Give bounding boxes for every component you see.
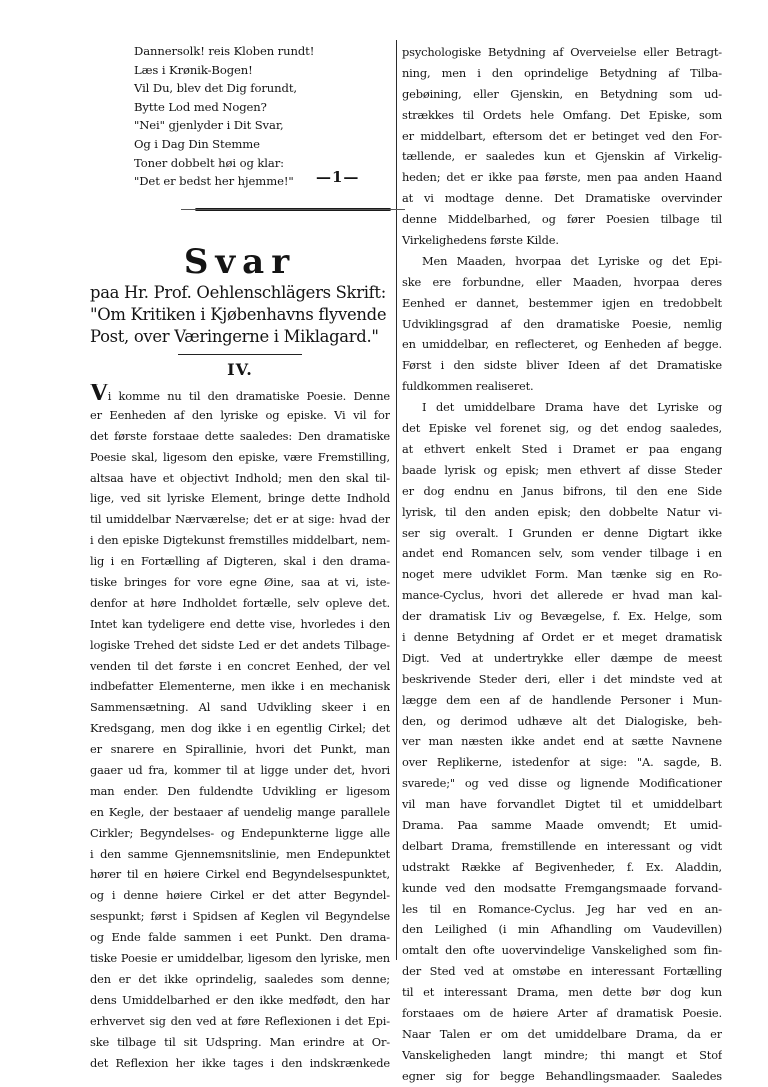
text-line: lig i en Fortælling af Digteren, skal i den drama- — [90, 554, 390, 569]
text-line: der Sted ved at omstøbe en interessant Fortælling — [402, 964, 722, 979]
text-line: gebøining, eller Gjenskin, en Betydning som ud- — [402, 86, 722, 101]
text-line: les til en Romance-Cyclus. Jeg har ved en an- — [402, 901, 722, 916]
text-line: delbart Drama, fremstillende en interessant og vidt — [402, 838, 722, 853]
text-line: over Replikerne, istedenfor at sige: "A. sagde, B. — [402, 755, 722, 770]
text-line: denfor at høre Indholdet fortælle, selv opleve det. — [90, 595, 390, 610]
text-line: logiske Trehed det sidste Led er det andets Tilbage- — [90, 637, 390, 652]
text-line: vil man have forvandlet Digtet til et umiddelbart — [402, 797, 722, 812]
poem-line: "Det er bedst her hjemme!" — [134, 174, 294, 189]
text-line: den, og derimod udhæve alt det Dialogiske, beh- — [402, 713, 722, 728]
text-line: baade lyrisk og episk; men ethvert af disse Steder — [402, 462, 722, 477]
text-line: sespunkt; først i Spidsen af Keglen vil Begyndelse — [90, 909, 390, 924]
text-line: det Reflexion her ikke tages i den indskrænkede — [90, 1055, 390, 1070]
text-line: strækkes til Ordets hele Omfang. Det Episke, som — [402, 107, 722, 122]
text-line: tiske bringes for vore egne Øine, saa at vi, iste- — [90, 575, 390, 590]
text-line: mance-Cyclus, hvori det allerede er hvad man kal- — [402, 588, 722, 603]
text-line: Udviklingsgrad af den dramatiske Poesie, nemlig — [402, 316, 722, 331]
text-line: ning, men i den oprindelige Betydning af Tilba- — [402, 65, 722, 80]
text-line: Eenhed er dannet, bestemmer igjen en tredobbelt — [402, 295, 722, 310]
column-divider — [396, 40, 397, 960]
poem-line: "Nei" gjenlyder i Dit Svar, — [134, 118, 284, 133]
text-line — [90, 384, 390, 405]
text-line: den er det ikke oprindelig, saaledes som denne; — [90, 971, 390, 986]
text-line: til umiddelbar Nærværelse; det er at sige: hvad der — [90, 512, 390, 527]
poem-line: Vil Du, blev det Dig forundt, — [134, 81, 297, 96]
subtitle-line: "Om Kritiken i Kjøbenhavns flyvende — [90, 305, 387, 324]
right-column — [402, 42, 722, 1087]
text-line: altsaa have et objectivt Indhold; men den skal til- — [90, 470, 390, 485]
page-number: —1— — [316, 168, 360, 186]
text-line: er middelbart, eftersom det er betinget ved den For- — [402, 128, 722, 143]
text-line: Intet kan tydeligere end dette vise, hvorledes i den — [90, 616, 390, 631]
text-line: det første forstaae dette saaledes: Den dramatiske — [90, 428, 390, 443]
drop-cap: V — [90, 384, 108, 405]
text-line: Poesie skal, ligesom den episke, være Fremstilling, — [90, 449, 390, 464]
text-line: lægge dem een af de handlende Personer i Mun- — [402, 692, 722, 707]
text-line: dens Umiddelbarhed er den ikke medfødt, den har — [90, 992, 390, 1007]
text-line: Virkelighedens første Kilde. — [402, 233, 559, 248]
text-line: at ethvert enkelt Sted i Dramet er paa engang — [402, 441, 722, 456]
text-line: ske ere forbundne, eller Maaden, hvorpaa deres — [402, 274, 722, 289]
text-line: indbefatter Elementerne, men ikke i en mechanisk — [90, 679, 390, 694]
text-line: den Leilighed (i min Afhandling om Vaudevillen) — [402, 922, 722, 937]
text-line: Først i den sidste bliver Ideen af det Dramatiske — [402, 358, 722, 373]
text-line: noget mere udviklet Form. Man tænke sig en Ro- — [402, 567, 722, 582]
text-line: venden til det første i en concret Eenhed, der vel — [90, 658, 390, 673]
text-line: tiske Poesie er umiddelbar, ligesom den lyriske, men — [90, 951, 390, 966]
text-line: til et interessant Drama, men dette bør dog kun — [402, 985, 722, 1000]
text-line: Naar Talen er om det umiddelbare Drama, da er — [402, 1026, 722, 1041]
first-line-text: i komme nu til den dramatiske Poesie. Denne — [107, 389, 390, 403]
text-line: ver man næsten ikke andet end at sætte Navnene — [402, 734, 722, 749]
text-line: Sammensætning. Al sand Udvikling skeer i en — [90, 700, 390, 715]
text-line: omtalt den ofte uovervindelige Vanskelighed som fin- — [402, 943, 722, 958]
section-rule — [178, 354, 302, 355]
text-line: der dramatisk Liv og Bevægelse, f. Ex. Helge, som — [402, 609, 722, 624]
text-line: kunde ved den modsatte Fremgangsmaade forvand- — [402, 880, 722, 895]
text-line: tællende, er saaledes kun et Gjenskin af Virkelig- — [402, 149, 722, 164]
text-line: en Kegle, der bestaaer af uendelig mange parallele — [90, 804, 390, 819]
text-line: denne Middelbarhed, og fører Poesien tilbage til — [402, 212, 722, 227]
subtitle-line: Post, over Væringerne i Miklagard." — [90, 327, 379, 346]
text-line: udstrakt Række af Begivenheder, f. Ex. Aladdin, — [402, 859, 722, 874]
text-line: er Eenheden af den lyriske og episke. Vi vil for — [90, 407, 390, 422]
text-line: I det umiddelbare Drama have det Lyriske og — [422, 400, 722, 415]
text-line: det Episke vel forenet sig, og det endog saaledes, — [402, 421, 722, 436]
text-line: erhvervet sig den ved at føre Reflexionen i det Epi- — [90, 1013, 390, 1028]
text-line: egner sig for begge Behandlingsmaader. Saaledes — [402, 1068, 722, 1083]
text-line: lige, ved sit lyriske Element, bringe dette Indhold — [90, 491, 390, 506]
text-line: Vanskeligheden langt mindre; thi mangt et Stof — [402, 1047, 722, 1062]
text-line: ske tilbage til sit Udspring. Man erindre at Or- — [90, 1034, 390, 1049]
section-number: IV. — [227, 360, 253, 379]
text-line: svarede;" og ved disse og lignende Modificationer — [402, 776, 722, 791]
text-line: Cirkler; Begyndelses- og Endepunkterne ligge alle — [90, 825, 390, 840]
text-line: i den episke Digtekunst fremstilles middelbart, nem- — [90, 533, 390, 548]
text-line: i den samme Gjennemsnitslinie, men Endepunktet — [90, 846, 390, 861]
ornamental-rule — [195, 208, 391, 211]
text-line: heden; det er ikke paa første, men paa anden Haand — [402, 170, 722, 185]
poem-line: Toner dobbelt høi og klar: — [134, 155, 284, 170]
text-line: og i denne høiere Cirkel er det atter Begyndel- — [90, 888, 390, 903]
left-body-text — [90, 384, 390, 1073]
text-line: forstaaes om de høiere Arter af dramatisk Poesie. — [402, 1006, 722, 1020]
article-subtitle — [90, 282, 390, 348]
text-line: er dog endnu en Janus bifrons, til den ene Side — [402, 483, 722, 498]
text-line: hører til en høiere Cirkel end Begyndelsespunktet, — [90, 867, 390, 882]
text-line: ser sig overalt. I Grunden er denne Digtart ikke — [402, 525, 722, 540]
poem-line: Læs i Krønik-Bogen! — [134, 62, 253, 77]
text-line: Drama. Paa samme Maade omvendt; Et umid- — [402, 817, 722, 832]
text-line: at vi modtage denne. Det Dramatiske overvinder — [402, 191, 722, 206]
text-line: andet end Romancen selv, som vender tilbage i en — [402, 546, 722, 561]
text-line: psychologiske Betydning af Overveielse eller Betragt- — [402, 45, 722, 59]
text-line: og Ende falde sammen i eet Punkt. Den drama- — [90, 930, 390, 945]
left-column — [90, 42, 390, 1070]
text-line: gaaer ud fra, kommer til at ligge under det, hvori — [90, 763, 390, 778]
text-line: fuldkommen realiseret. — [402, 379, 534, 394]
text-line: Kredsgang, men dog ikke i en egentlig Cirkel; det — [90, 721, 390, 736]
text-line: lyrisk, til den anden episk; den dobbelte Natur vi- — [402, 504, 722, 519]
subtitle-line: paa Hr. Prof. Oehlenschlägers Skrift: — [90, 283, 386, 302]
poem-line: Dannersolk! reis Kloben rundt! — [134, 44, 315, 58]
text-line: Digt. Ved at undertrykke eller dæmpe de meest — [402, 650, 722, 665]
text-line: Men Maaden, hvorpaa det Lyriske og det Epi- — [422, 253, 722, 268]
article-title: Svar — [183, 242, 297, 282]
text-line: man ender. Den fuldendte Udvikling er ligesom — [90, 783, 390, 798]
text-line: en umiddelbar, en reflecteret, og Eenheden af begge. — [402, 337, 722, 352]
poem-line: Bytte Lod med Nogen? — [134, 99, 267, 114]
text-line: beskrivende Steder deri, eller i det mindste ved at — [402, 671, 722, 686]
text-line: er snarere en Spirallinie, hvori det Punkt, man — [90, 742, 390, 757]
text-line: i denne Betydning af Ordet er et meget dramatisk — [402, 629, 722, 644]
poem-line: Og i Dag Din Stemme — [134, 136, 260, 151]
